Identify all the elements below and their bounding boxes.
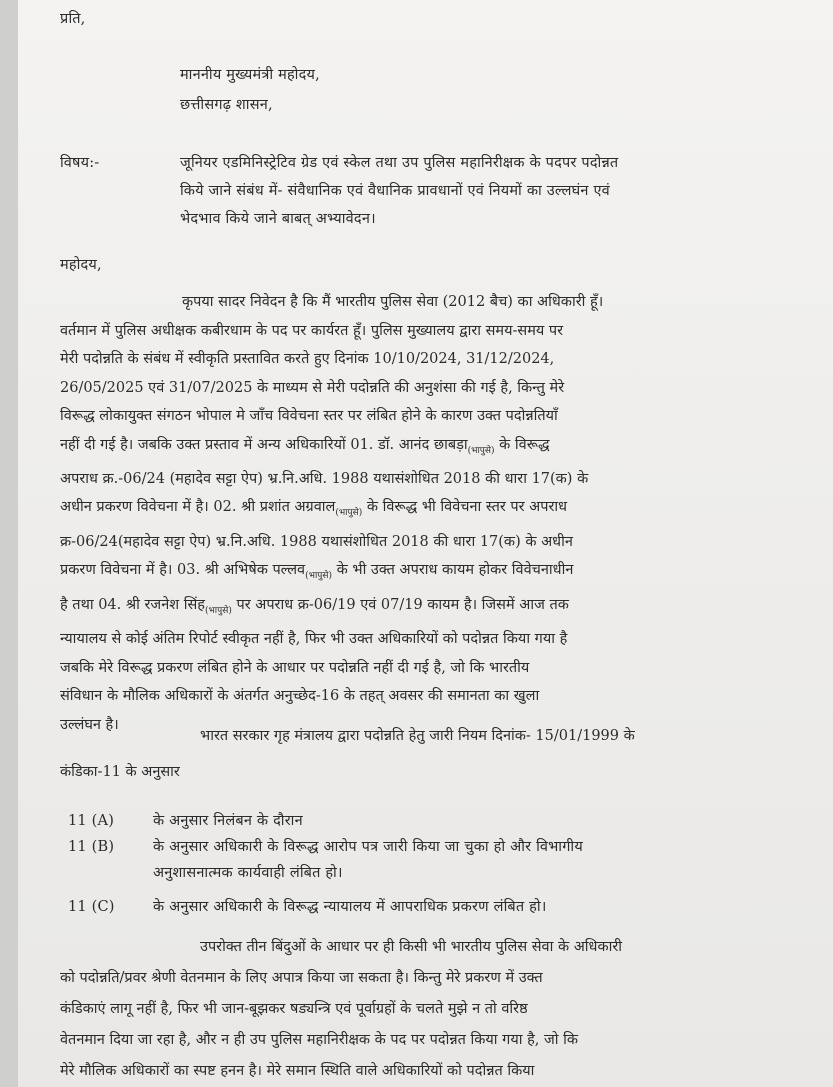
list-item-11b-cont: अनुशासनात्मक कार्यवाही लंबित हो। — [153, 865, 343, 881]
para2-line: कंडिका-11 के अनुसार — [60, 764, 180, 780]
list-item-11b — [68, 836, 583, 856]
para1-line: क्र-06/24(महादेव सट्टा ऐप) भ्र.नि.अधि. 1988 यथासंशोधित 2018 की धारा 17(क) के अधीन — [60, 533, 573, 550]
list-text: के अनुसार अधिकारी के विरूद्ध आरोप पत्र जारी किया जा चुका हो और विभागीय — [153, 839, 583, 855]
subscript: (भापुसे) — [204, 605, 232, 616]
paragraph-3 — [60, 932, 820, 1087]
para1-line — [60, 493, 820, 527]
para1-text: है तथा 04. श्री रजनेश सिंह — [60, 596, 205, 613]
subject-line-2: किये जाने संबंध में- संवैधानिक एवं वैधानिक प्रावधानों एवं नियमों का उल्लघंन एवं — [180, 183, 610, 199]
para3-line: को पदोन्नति/प्रवर श्रेणी वेतनमान के लिए अपात्र किया जा सकता है। किन्तु मेरे प्रकरण में उक्त — [60, 970, 543, 986]
para1-line: कृपया सादर निवेदन है कि मैं भारतीय पुलिस सेवा (2012 बैच) का अधिकारी हूँ। — [182, 294, 604, 310]
salutation: महोदय, — [60, 257, 102, 273]
subject-line-3: भेदभाव किये जाने बाबत् अभ्यावेदन। — [180, 211, 376, 227]
to-label: प्रति, — [60, 11, 86, 27]
list-item-11a — [68, 810, 303, 830]
para1-line — [60, 556, 820, 590]
para1-text: के विरूद्ध — [494, 436, 550, 453]
subscript: (भापुसे) — [305, 571, 333, 582]
para1-text: अधीन प्रकरण विवेचना में है। 02. श्री प्रशांत अग्रवाल — [60, 499, 336, 516]
para3-line: कंडिकाएं लागू नहीं है, फिर भी जान-बूझकर षड्यन्त्रि एवं पूर्वाग्रहों के चलते मुझे न तो वरिष्ठ — [60, 1001, 528, 1017]
letter-page — [18, 0, 833, 1087]
para3-line: उपरोक्त तीन बिंदुओं के आधार पर ही किसी भी भारतीय पुलिस सेवा के अधिकारी — [200, 939, 623, 955]
subscript: (भापुसे) — [467, 445, 495, 456]
para2-line: भारत सरकार गृह मंत्रालय द्वारा पदोन्नति हेतु जारी नियम दिनांक- 15/01/1999 के — [200, 728, 635, 744]
list-text: के अनुसार अधिकारी के विरूद्ध न्यायालय में आपराधिक प्रकरण लंबित हो। — [153, 899, 547, 915]
paragraph-2 — [60, 718, 820, 790]
para1-line: जबकि मेरे विरूद्ध प्रकरण लंबित होने के आधार पर पदोन्नति नहीं दी गई है, जो कि भारतीय — [60, 659, 530, 676]
para3-line: वेतनमान दिया जा रहा है, और न ही उप पुलिस महानिरीक्षक के पद पर पदोन्नत किया गया है, जो कि — [60, 1032, 579, 1048]
para1-line: अपराध क्र.-06/24 (महादेव सट्टा ऐप) भ्र.नि.अधि. 1988 यथासंशोधित 2018 की धारा 17(क) के — [60, 470, 589, 487]
para1-line: 26/05/2025 एवं 31/07/2025 के माध्यम से मेरी पदोन्नति की अनुशंसा की गई है, किन्तु मेरे — [60, 379, 565, 396]
para1-text: पर अपराध क्र-06/19 एवं 07/19 कायम है। जिसमें आज तक — [231, 596, 569, 613]
list-item-11c — [68, 896, 547, 916]
para1-line: उल्लंघन है। — [60, 716, 119, 733]
para1-line — [60, 431, 820, 465]
list-number: 11 (A) — [68, 813, 115, 829]
para1-text: प्रकरण विवेचना में है। 03. श्री अभिषेक पल्लव — [60, 562, 306, 579]
para1-line: वर्तमान में पुलिस अधीक्षक कबीरधाम के पद पर कार्यरत हूँ। पुलिस मुख्यालय द्वारा समय-समय पर — [60, 322, 564, 339]
para1-line: विरूद्ध लोकायुक्त संगठन भोपाल मे जाँच विवेचना स्तर पर लंबित होने के कारण उक्त पदोन्नतियाँ — [60, 408, 558, 424]
para3-line: मेरे मौलिक अधिकारों का स्पष्ट हनन है। मेरे समान स्थिति वाले अधिकारियों को पदोन्नत किया — [60, 1063, 535, 1079]
subject-label: विषय:- — [60, 155, 100, 171]
para1-line: मेरी पदोन्नति के संबंध में स्वीकृति प्रस्तावित करते हुए दिनांक 10/10/2024, 31/12/2024, — [60, 351, 555, 367]
para1-text: के विरूद्ध भी विवेचना स्तर पर अपराध — [362, 499, 568, 516]
para1-line: संविधान के मौलिक अधिकारों के अंतर्गत अनुच्छेद-16 के तहत् अवसर की समानता का खुला — [60, 688, 540, 705]
list-text: के अनुसार निलंबन के दौरान — [153, 813, 303, 829]
para1-text: के भी उक्त अपराध कायम होकर विवेचनाधीन — [332, 562, 574, 579]
addressee-line-1: माननीय मुख्यमंत्री महोदय, — [180, 67, 320, 83]
list-number: 11 (C) — [68, 899, 115, 915]
subscript: (भापुसे) — [335, 508, 363, 519]
subject-line-1: जूनियर एडमिनिस्ट्रेटिव ग्रेड एवं स्केल तथा उप पुलिस महानिरीक्षक के पदपर पदोन्नत — [180, 155, 619, 171]
list-number: 11 (B) — [68, 839, 115, 855]
paragraph-1 — [60, 288, 820, 739]
para1-line: न्यायालय से कोई अंतिम रिपोर्ट स्वीकृत नहीं है, फिर भी उक्त अधिकारियों को पदोन्नत किया गया है — [60, 631, 568, 648]
addressee-line-2: छत्तीसगढ़ शासन, — [180, 97, 273, 113]
para1-text: नहीं दी गई है। जबकि उक्त प्रस्ताव में अन्य अधिकारियों 01. डॉ. आनंद छाबड़ा — [60, 436, 468, 453]
para1-line — [60, 591, 820, 625]
